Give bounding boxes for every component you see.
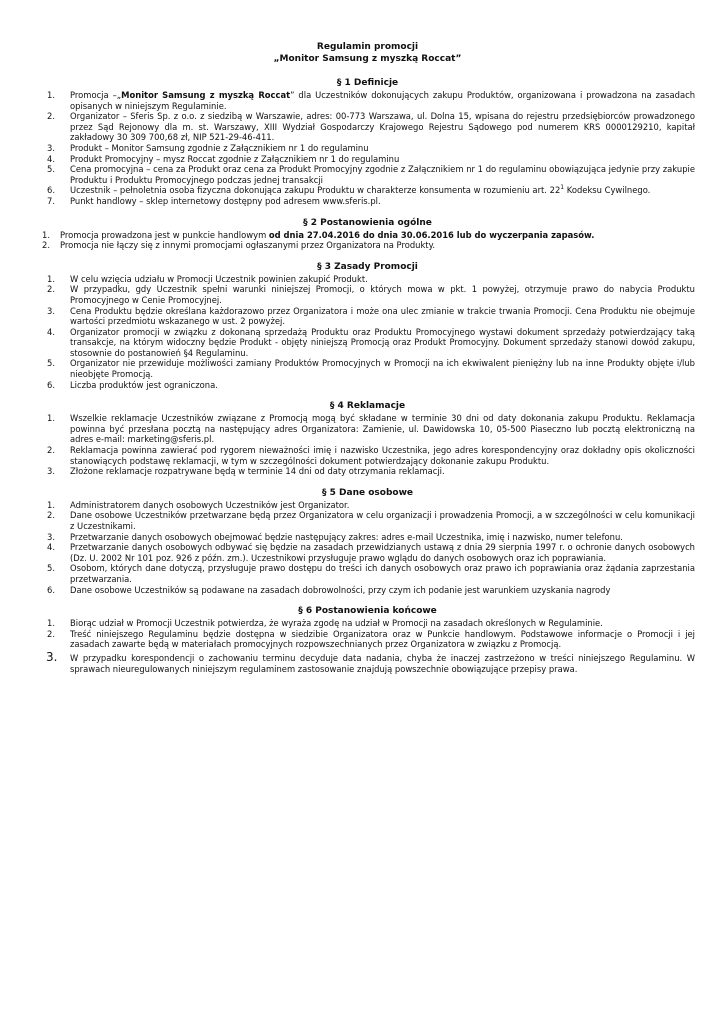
- item-text: Administratorem danych osobowych Uczestników jest Organizator.: [70, 499, 350, 510]
- regulation-document: [40, 41, 695, 684]
- list-item: [40, 230, 695, 241]
- item-text: Organizator – Sferis Sp. z o.o. z siedzibą w Warszawie, adres: 00-773 Warszawa, ul. Dolna 15, wpisana do rejestru przedsiębiorców prowadzonego przez Sąd Rejonowy dla m. st. Warszawy, XIII Wydział Gospodarczy Krajowego Rejestru Sądowego pod numerem KRS 0000129210, kapitał zakładowy 30 309 700,68 zł, NIP 521-29-46-411.: [70, 111, 695, 143]
- section-heading: § 1 Definicje: [336, 78, 399, 88]
- section-definitions: [40, 77, 695, 207]
- item-number: 2.: [47, 284, 55, 295]
- list-item: [40, 500, 695, 511]
- item-number: 2.: [47, 111, 55, 122]
- document-subtitle: „Monitor Samsung z myszką Roccat”: [273, 54, 462, 64]
- section-final-provisions: [40, 605, 695, 674]
- item-text: Reklamacja powinna zawierać pod rygorem nieważności imię i nazwisko Uczestnika, jego adres korespondencyjny oraz dokładny opis okoliczności stanowiących podstawę reklamacji, w tym w szczególności dokument potwierdzający dokonanie zakupu Produktu.: [70, 445, 695, 466]
- document-title: Regulamin promocji: [316, 42, 419, 52]
- section-personal-data: [40, 487, 695, 595]
- promo-dates: od dnia 27.04.2016 do dnia 30.06.2016 lub do wyczerpania zapasów.: [268, 229, 595, 240]
- item-text: Produkt – Monitor Samsung zgodnie z Załącznikiem nr 1 do regulaminu: [70, 142, 369, 153]
- section-general-provisions: [40, 217, 695, 251]
- list-item: [40, 563, 695, 584]
- list-item: [40, 532, 695, 543]
- list-item: [40, 143, 695, 154]
- promo-name: Monitor Samsung z myszką Roccat: [121, 90, 291, 100]
- item-number: 2.: [47, 445, 55, 456]
- list-item: [40, 306, 695, 327]
- list-item: [40, 542, 695, 563]
- list-item: [40, 154, 695, 165]
- item-number: 1.: [47, 413, 55, 424]
- item-text: Promocja –„: [70, 90, 122, 100]
- item-number: 5.: [47, 563, 55, 574]
- item-text: Wszelkie reklamacje Uczestników związane z Promocją mogą być składane w terminie 30 dni od daty dokonania zakupu Produktu. Reklamacja powinna być przesłana pocztą na następujący adres Organizatora: Zamienie, ul. Dawidowska 10, 05-500 Piaseczno lub pocztą elektroniczną na adres e-mail: marketing@sferis.pl.: [70, 413, 695, 445]
- list-item: [40, 90, 695, 111]
- list-item: [40, 445, 695, 466]
- item-number: 2.: [42, 240, 50, 251]
- list-item: [40, 185, 695, 196]
- item-text: Cena Produktu będzie określana każdorazowo przez Organizatora i może ona ulec zmianie w trakcie trwania Promocji. Cena Produktu nie obejmuje wartości przedmiotu wskazanego w ust. 2 powyżej.: [70, 305, 695, 327]
- item-text: Przetwarzanie danych osobowych obejmować będzie następujący zakres: adres e-mail Uczestnika, imię i nazwisko, numer telefonu.: [70, 531, 623, 542]
- item-number: 1.: [42, 229, 50, 240]
- item-text: Organizator nie przewiduje możliwości zamiany Produktów Promocyjnych w Promocji na ich ekwiwalent pieniężny lub na inne Produkty objęte i/lub nieobjęte Promocją.: [70, 358, 695, 380]
- section-heading: § 2 Postanowienia ogólne: [303, 217, 432, 228]
- item-number: 4.: [47, 153, 55, 164]
- list-item: [40, 284, 695, 305]
- item-number: 1.: [47, 90, 55, 100]
- definitions-list: [40, 90, 695, 207]
- item-text: Biorąc udział w Promocji Uczestnik potwierdza, że wyraża zgodę na udział w Promocji na zasadach określonych w Regulaminie.: [70, 618, 603, 629]
- list-item: [40, 327, 695, 359]
- item-text: Promocja nie łączy się z innymi promocjami ogłaszanymi przez Organizatora na Produkty.: [60, 240, 436, 251]
- list-item: [40, 380, 695, 391]
- section-heading: § 4 Reklamacje: [329, 401, 406, 412]
- personal-data-list: [40, 500, 695, 595]
- list-item: [40, 629, 695, 650]
- list-item: [40, 164, 695, 185]
- item-number: 5.: [47, 358, 55, 369]
- document-header: [40, 41, 695, 65]
- item-text: Przetwarzanie danych osobowych odbywać się będzie na zasadach przewidzianych ustawą z dnia 29 sierpnia 1997 r. o ochronie danych osobowych (Dz. U. 2002 Nr 101 poz. 926 z późn. zm.). Uczestnikowi przysługuje prawo wglądu do danych osobowych oraz ich poprawiania.: [70, 542, 695, 563]
- list-item: [40, 466, 695, 477]
- complaints-list: [40, 413, 695, 477]
- section-complaints: [40, 400, 695, 477]
- item-number: 1.: [47, 273, 55, 284]
- item-text: Liczba produktów jest ograniczona.: [70, 379, 218, 390]
- list-item: [40, 413, 695, 445]
- list-item: [40, 240, 695, 251]
- item-text: Dane osobowe Uczestników są podawane na zasadach dobrowolności, przy czym ich podanie jest warunkiem uzyskania nagrody: [70, 584, 611, 595]
- item-number: 5.: [47, 164, 55, 175]
- item-number: 2.: [47, 510, 55, 521]
- item-number: 4.: [47, 542, 55, 553]
- item-number: 6.: [47, 185, 55, 196]
- item-text: ” dla Uczestników dokonujących zakupu Produktów, organizowana i prowadzona na zasadach opisanych w niniejszym Regulaminie.: [70, 90, 695, 111]
- item-text: Organizator promocji w związku z dokonaną sprzedażą Produktu oraz Produktu Promocyjnego wystawi dokument sprzedaży potwierdzający taką transakcje, na którym widoczny będzie Produkt - objęty niniejszą Promocją oraz Produkt Promocyjny. Dokument sprzedaży stanowi dowód zakupu, stosownie do postanowień §4 Regulaminu.: [70, 326, 695, 358]
- item-text: Treść niniejszego Regulaminu będzie dostępna w siedzibie Organizatora oraz w Punkcie handlowym. Podstawowe informacje o Promocji i jej zasadach zawarte będą w materiałach promocyjnych rozpowszechnianych przez Organizatora w związku z Promocją.: [70, 628, 695, 650]
- item-text: Produkt Promocyjny – mysz Roccat zgodnie z Załącznikiem nr 1 do regulaminu: [70, 153, 400, 164]
- item-number: 3.: [46, 649, 58, 664]
- item-number: 3.: [47, 466, 55, 477]
- item-number: 3.: [47, 531, 55, 542]
- superscript: 1: [560, 184, 565, 192]
- item-text: Złożone reklamacje rozpatrywane będą w terminie 14 dni od daty otrzymania reklamacji.: [70, 466, 445, 477]
- final-provisions-list: [40, 618, 695, 674]
- item-number: 7.: [47, 195, 55, 206]
- list-item: [40, 618, 695, 629]
- item-number: 4.: [47, 326, 55, 337]
- list-item: [40, 510, 695, 531]
- item-number: 3.: [47, 305, 55, 316]
- list-item: [40, 585, 695, 596]
- section-heading: § 5 Dane osobowe: [322, 487, 413, 498]
- list-item: [40, 111, 695, 143]
- general-provisions-list: [40, 230, 695, 251]
- item-number: 1.: [47, 618, 55, 629]
- item-text: Osobom, których dane dotyczą, przysługuje prawo dostępu do treści ich danych osobowych oraz prawo ich poprawiania oraz żądania zaprzestania przetwarzania.: [70, 563, 695, 584]
- list-item: [40, 649, 695, 674]
- item-text: Cena promocyjna – cena za Produkt oraz cena za Produkt Promocyjny zgodnie z Załącznikiem nr 1 do regulaminu obowiązująca jedynie przy zakupie Produktu i Produktu Promocyjnego podczas jednej transakcji: [70, 164, 695, 185]
- item-text: Dane osobowe Uczestników przetwarzane będą przez Organizatora w celu organizacji i prowadzenia Promocji, a w szczególności w celu komunikacji z Uczestnikami.: [70, 510, 695, 531]
- promotion-rules-list: [40, 274, 695, 391]
- section-heading: § 3 Zasady Promocji: [317, 261, 418, 272]
- item-number: 3.: [47, 142, 55, 153]
- item-text: W celu wzięcia udziału w Promocji Uczestnik powinien zakupić Produkt.: [70, 273, 368, 284]
- list-item: [40, 196, 695, 207]
- item-text: Punkt handlowy – sklep internetowy dostępny pod adresem www.sferis.pl.: [70, 195, 381, 206]
- item-number: 6.: [47, 379, 55, 390]
- section-heading: § 6 Postanowienia końcowe: [298, 606, 437, 617]
- item-text: W przypadku korespondencji o zachowaniu terminu decyduje data nadania, chyba że inaczej zastrzeżono w treści niniejszego Regulaminu. W sprawach nieuregulowanych niniejszym regulaminem zastosowanie znajdują powszechnie obowiązujące przepisy prawa.: [70, 652, 695, 674]
- item-number: 6.: [47, 584, 55, 595]
- item-text: Uczestnik – pełnoletnia osoba fizyczna dokonująca zakupu Produktu w charakterze konsumenta w rozumieniu art. 22: [70, 185, 561, 196]
- list-item: [40, 358, 695, 379]
- section-promotion-rules: [40, 261, 695, 391]
- item-text: W przypadku, gdy Uczestnik spełni warunki niniejszej Promocji, o których mowa w pkt. 1 powyżej, otrzymuje prawo do nabycia Produktu Promocyjnego w Cenie Promocyjnej.: [70, 284, 695, 305]
- item-number: 2.: [47, 628, 55, 639]
- item-text: Kodeksu Cywilnego.: [564, 185, 651, 196]
- item-text: Promocja prowadzona jest w punkcie handlowym: [60, 229, 269, 240]
- list-item: [40, 274, 695, 285]
- item-number: 1.: [47, 499, 55, 510]
